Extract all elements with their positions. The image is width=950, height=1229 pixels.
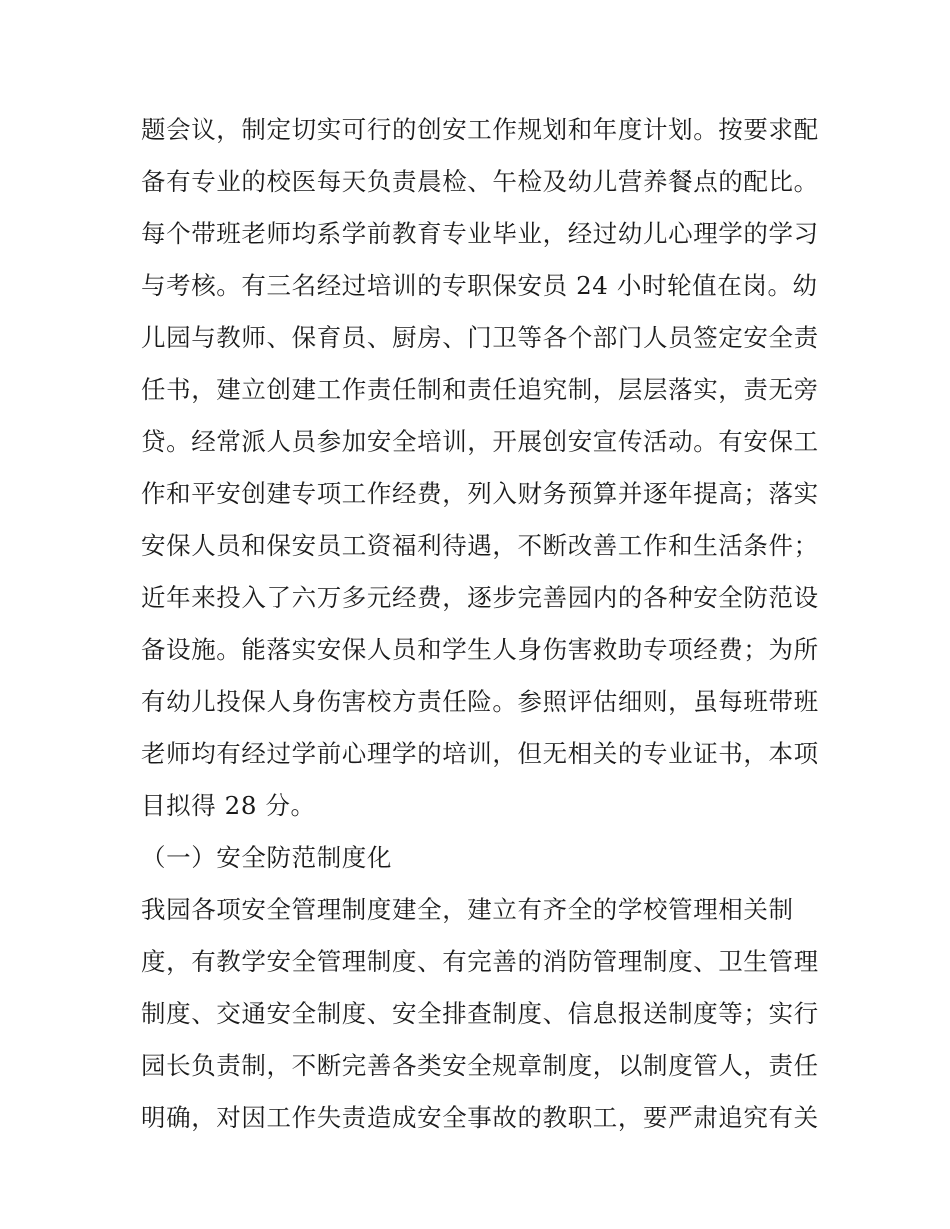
text-line: 制度、交通安全制度、安全排查制度、信息报送制度等；实行 — [141, 999, 819, 1028]
text-line: 近年来投入了六万多元经费，逐步完善园内的各种安全防范设 — [141, 583, 819, 612]
text-line: 目拟得 28 分。 — [141, 791, 316, 820]
text-line: 我园各项安全管理制度建全，建立有齐全的学校管理相关制 — [141, 895, 794, 924]
text-line: 儿园与教师、保育员、厨房、门卫等各个部门人员签定安全责 — [141, 323, 819, 352]
text-line: 每个带班老师均系学前教育专业毕业，经过幼儿心理学的学习 — [141, 219, 819, 248]
text-line: 与考核。有三名经过培训的专职保安员 24 小时轮值在岗。幼 — [141, 271, 818, 300]
text-line: 园长负责制，不断完善各类安全规章制度，以制度管人，责任 — [141, 1051, 819, 1080]
text-line: 备有专业的校医每天负责晨检、午检及幼儿营养餐点的配比。 — [141, 167, 819, 196]
text-line: 度，有教学安全管理制度、有完善的消防管理制度、卫生管理 — [141, 947, 819, 976]
text-line: 有幼儿投保人身伤害校方责任险。参照评估细则，虽每班带班 — [141, 687, 819, 716]
document-body — [141, 104, 819, 1144]
text-line: 贷。经常派人员参加安全培训，开展创安宣传活动。有安保工 — [141, 427, 819, 456]
text-line: 任书，建立创建工作责任制和责任追究制，层层落实，责无旁 — [141, 375, 819, 404]
section-heading: （一）安全防范制度化 — [141, 843, 392, 872]
text-line: 备设施。能落实安保人员和学生人身伤害救助专项经费；为所 — [141, 635, 819, 664]
text-line: 题会议，制定切实可行的创安工作规划和年度计划。按要求配 — [141, 115, 819, 144]
text-line: 作和平安创建专项工作经费，列入财务预算并逐年提高；落实 — [141, 479, 819, 508]
text-line: 老师均有经过学前心理学的培训，但无相关的专业证书，本项 — [141, 739, 819, 768]
text-line: 安保人员和保安员工资福利待遇，不断改善工作和生活条件； — [141, 531, 819, 560]
text-line: 明确，对因工作失责造成安全事故的教职工，要严肃追究有关 — [141, 1103, 819, 1132]
